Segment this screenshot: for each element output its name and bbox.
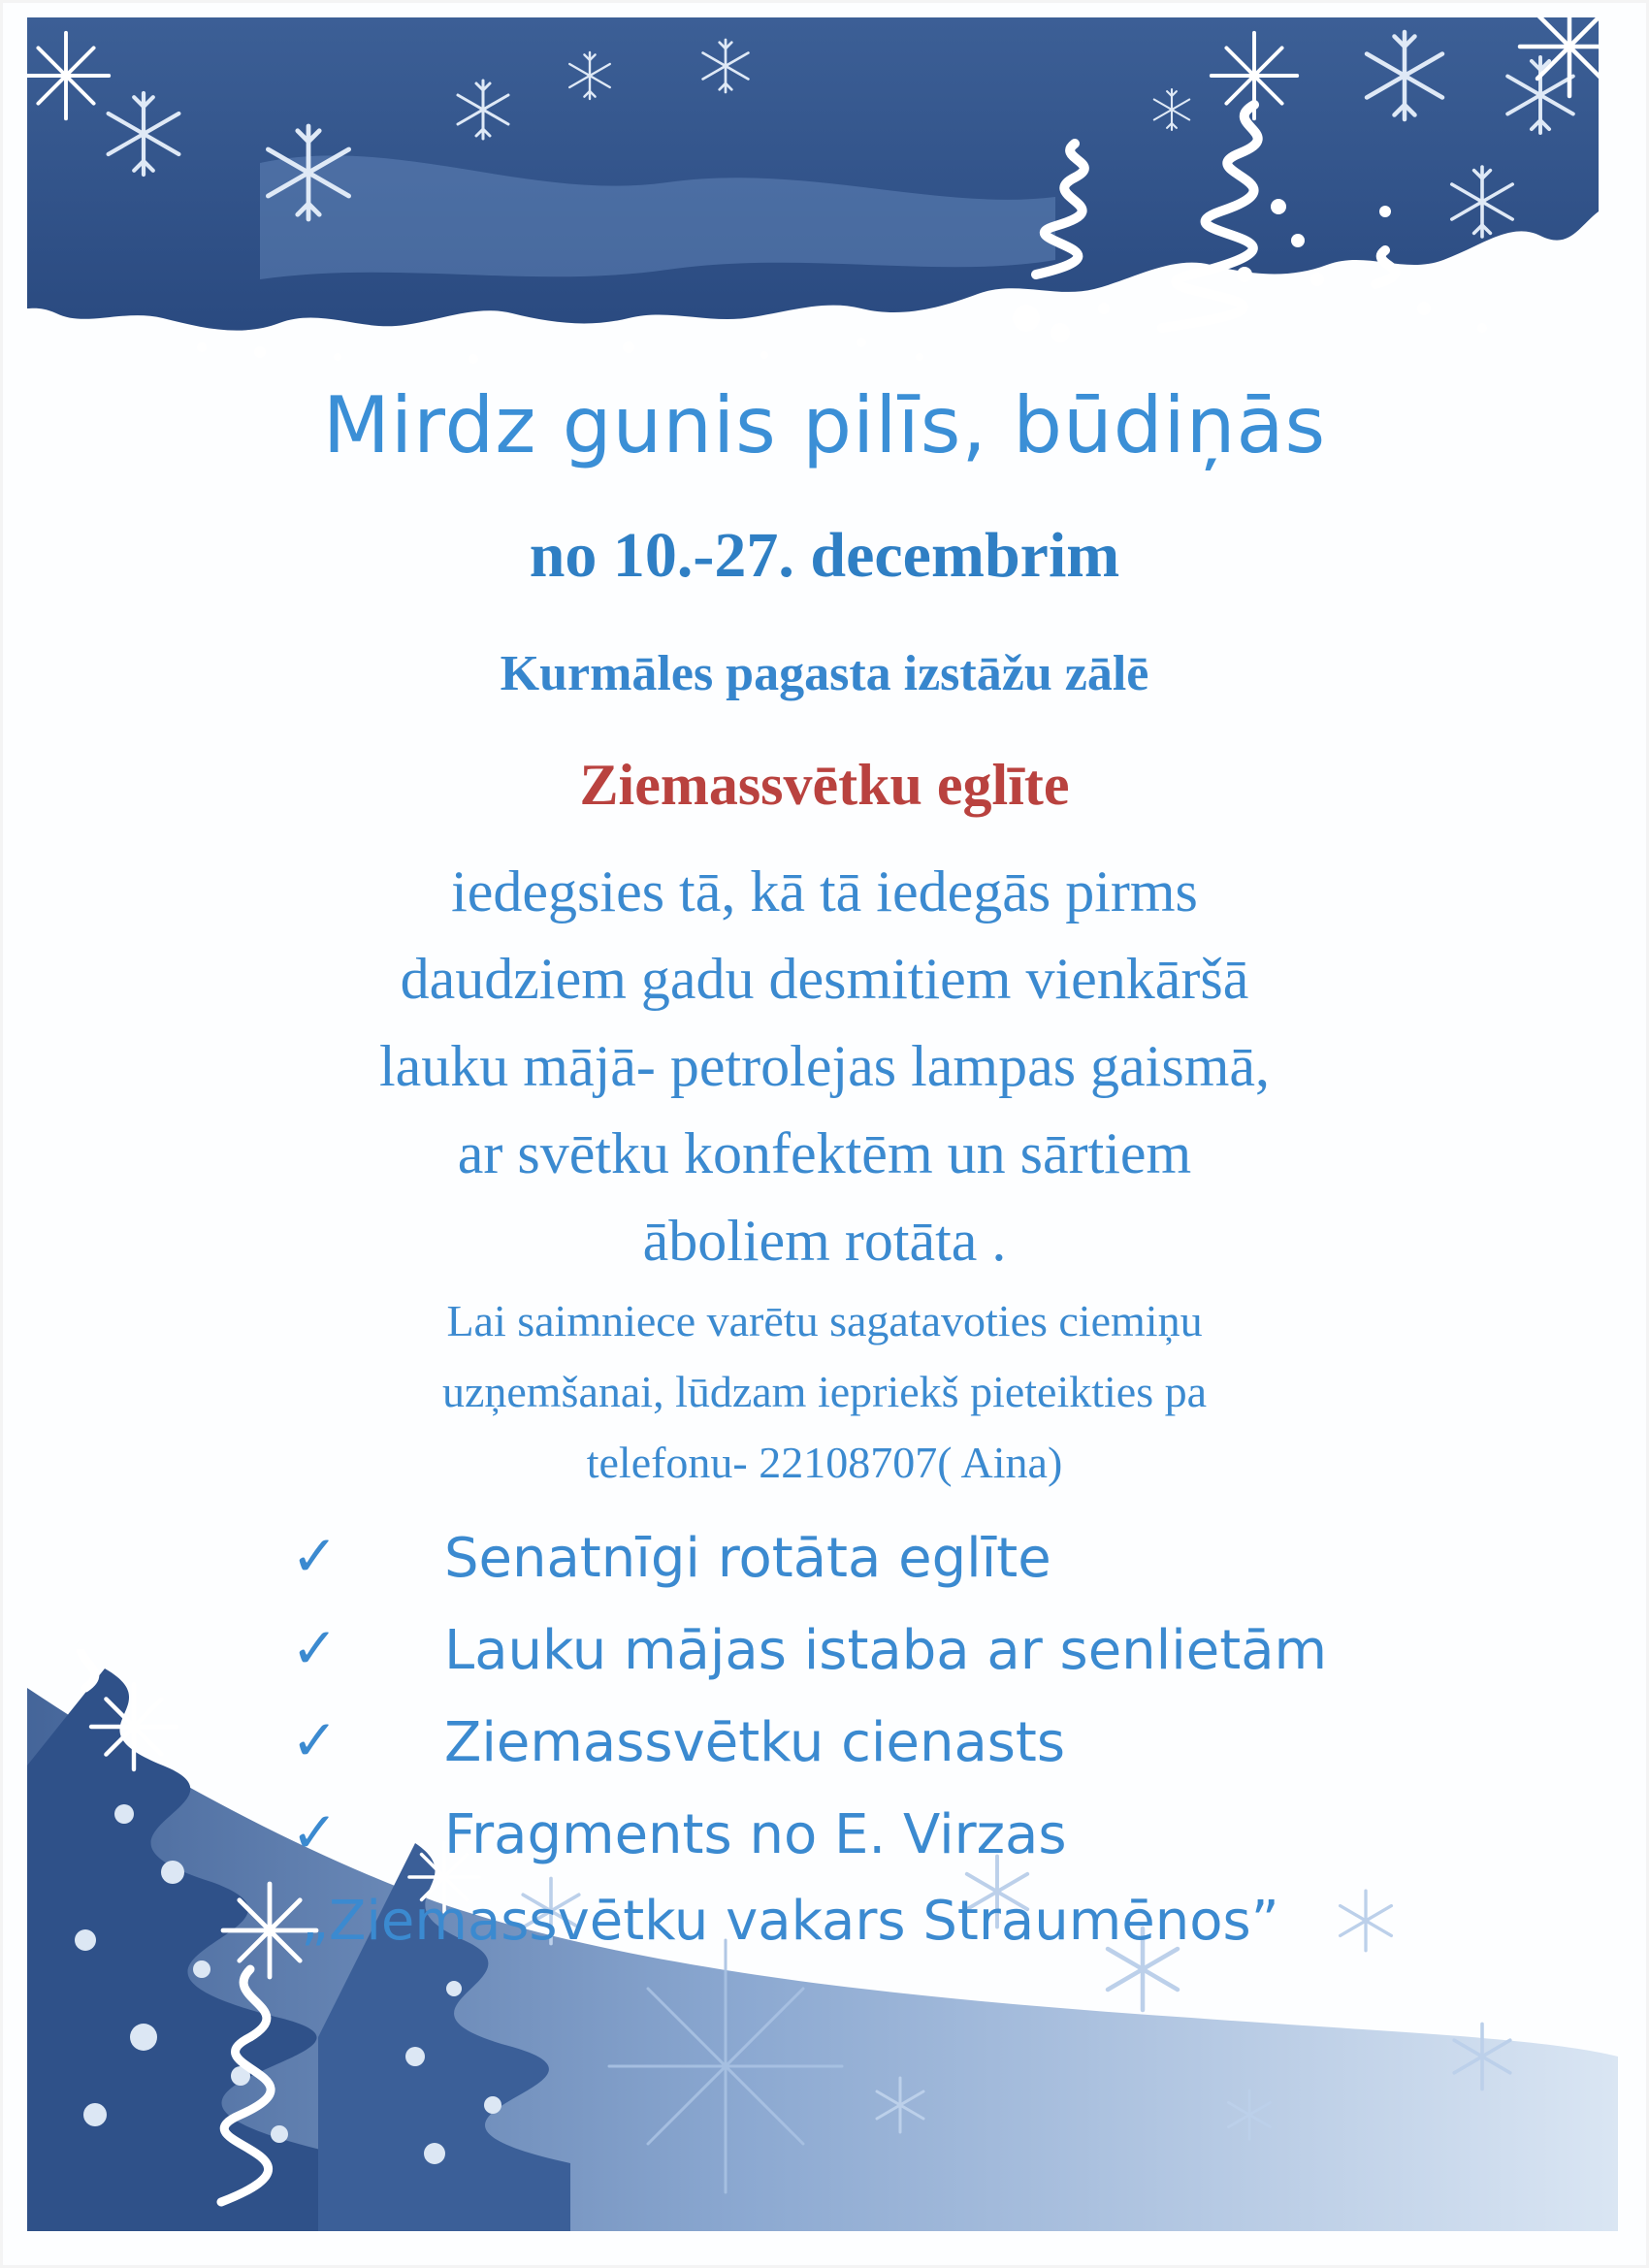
booking-note-line: Lai saimniece varētu sagatavoties ciemiņu: [446, 1296, 1203, 1345]
checkmark-icon: ✓: [291, 1799, 339, 1865]
poster-title: Mirdz gunis pilīs, būdiņās: [322, 380, 1327, 470]
list-item: [291, 1707, 1455, 1785]
event-highlight: Ziemassvētku eglīte: [579, 753, 1070, 817]
quote-title: „Ziemassvētku vakars Straumēnos”: [301, 1890, 1279, 1953]
description-line: lauku mājā- petrolejas lampas gaismā,: [378, 1034, 1271, 1098]
event-dates: no 10.-27. decembrim: [529, 520, 1120, 591]
list-item-text: Senatnīgi rotāta eglīte: [444, 1527, 1051, 1590]
event-venue: Kurmāles pagasta izstāžu zālē: [500, 646, 1149, 701]
list-item-text: Fragments no E. Virzas: [444, 1803, 1067, 1866]
booking-note-line: telefonu- 22108707( Aina): [586, 1438, 1063, 1487]
description-line: iedegsies tā, kā tā iedegās pirms: [451, 859, 1198, 923]
list-item: [291, 1615, 1455, 1693]
description-line: ar svētku konfektēm un sārtiem: [457, 1121, 1192, 1185]
checkmark-icon: ✓: [291, 1523, 339, 1589]
checkmark-icon: ✓: [291, 1707, 339, 1773]
booking-note-line: uzņemšanai, lūdzam iepriekš pieteikties pa: [441, 1367, 1208, 1416]
list-item: [291, 1799, 1455, 1877]
checkmark-icon: ✓: [291, 1615, 339, 1681]
list-item-text: Lauku mājas istaba ar senlietām: [444, 1619, 1328, 1682]
description-line: daudziem gadu desmitiem vienkāršā: [400, 947, 1249, 1011]
description-line: āboliem rotāta .: [642, 1209, 1007, 1273]
list-item-text: Ziemassvētku cienasts: [444, 1711, 1066, 1774]
list-item: [291, 1523, 1455, 1601]
